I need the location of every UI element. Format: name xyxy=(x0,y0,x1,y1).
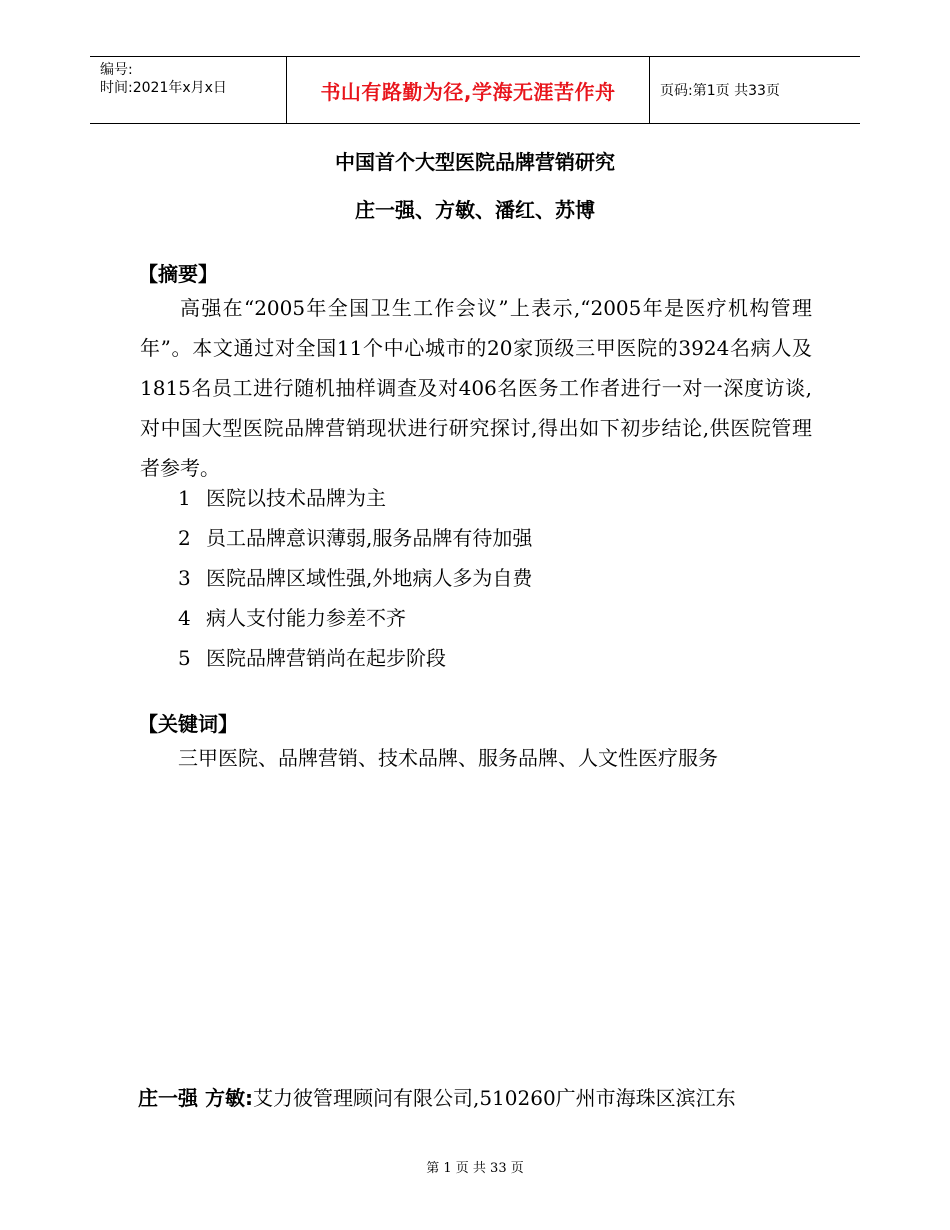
author-names: 庄一强 方敏: xyxy=(138,1086,253,1110)
affiliation-text: 艾力彼管理顾问有限公司,510260广州市海珠区滨江东 xyxy=(252,1086,736,1110)
finding-text: 员工品牌意识薄弱,服务品牌有待加强 xyxy=(206,526,533,550)
header-motto: 书山有路勤为径,学海无涯苦作舟 xyxy=(286,57,650,123)
list-item xyxy=(178,598,532,638)
list-item xyxy=(178,558,532,598)
list-item xyxy=(178,518,532,558)
finding-number: 5 xyxy=(178,646,191,670)
abstract-heading: 【摘要】 xyxy=(138,262,218,286)
doc-number-label: 编号: xyxy=(100,62,133,78)
keywords-heading: 【关键词】 xyxy=(138,712,238,736)
finding-number: 2 xyxy=(178,526,191,550)
keywords-text: 三甲医院、品牌营销、技术品牌、服务品牌、人文性医疗服务 xyxy=(178,746,718,770)
header-meta xyxy=(90,57,286,123)
list-item xyxy=(178,478,532,518)
finding-number: 3 xyxy=(178,566,191,590)
author-affiliation xyxy=(138,1078,736,1118)
finding-number: 4 xyxy=(178,606,191,630)
finding-text: 医院品牌区域性强,外地病人多为自费 xyxy=(206,566,533,590)
abstract-text: 高强在“2005年全国卫生工作会议”上表示,“2005年是医疗机构管理年”。本文通过对全国11个中心城市的20家顶级三甲医院的3924名病人及1815名员工进行随机抽样调查及对406名医务工作者进行一对一深度访谈,对中国大型医院品牌营销现状进行研究探讨,得出如下初步结论,供医院管理者参考。 xyxy=(140,296,812,480)
page-footer: 第 1 页 共 33 页 xyxy=(426,1161,524,1176)
finding-text: 医院以技术品牌为主 xyxy=(206,486,386,510)
finding-text: 医院品牌营销尚在起步阶段 xyxy=(206,646,446,670)
header-page-info: 页码:第1页 共33页 xyxy=(660,83,780,99)
list-item xyxy=(178,638,532,678)
finding-text: 病人支付能力参差不齐 xyxy=(206,606,406,630)
doc-time-label: 时间:2021年x月x日 xyxy=(100,80,227,96)
page-header xyxy=(90,56,860,124)
paper-authors: 庄一强、方敏、潘红、苏博 xyxy=(355,198,595,222)
paper-title: 中国首个大型医院品牌营销研究 xyxy=(335,150,615,174)
finding-number: 1 xyxy=(178,486,191,510)
findings-list xyxy=(178,478,532,678)
